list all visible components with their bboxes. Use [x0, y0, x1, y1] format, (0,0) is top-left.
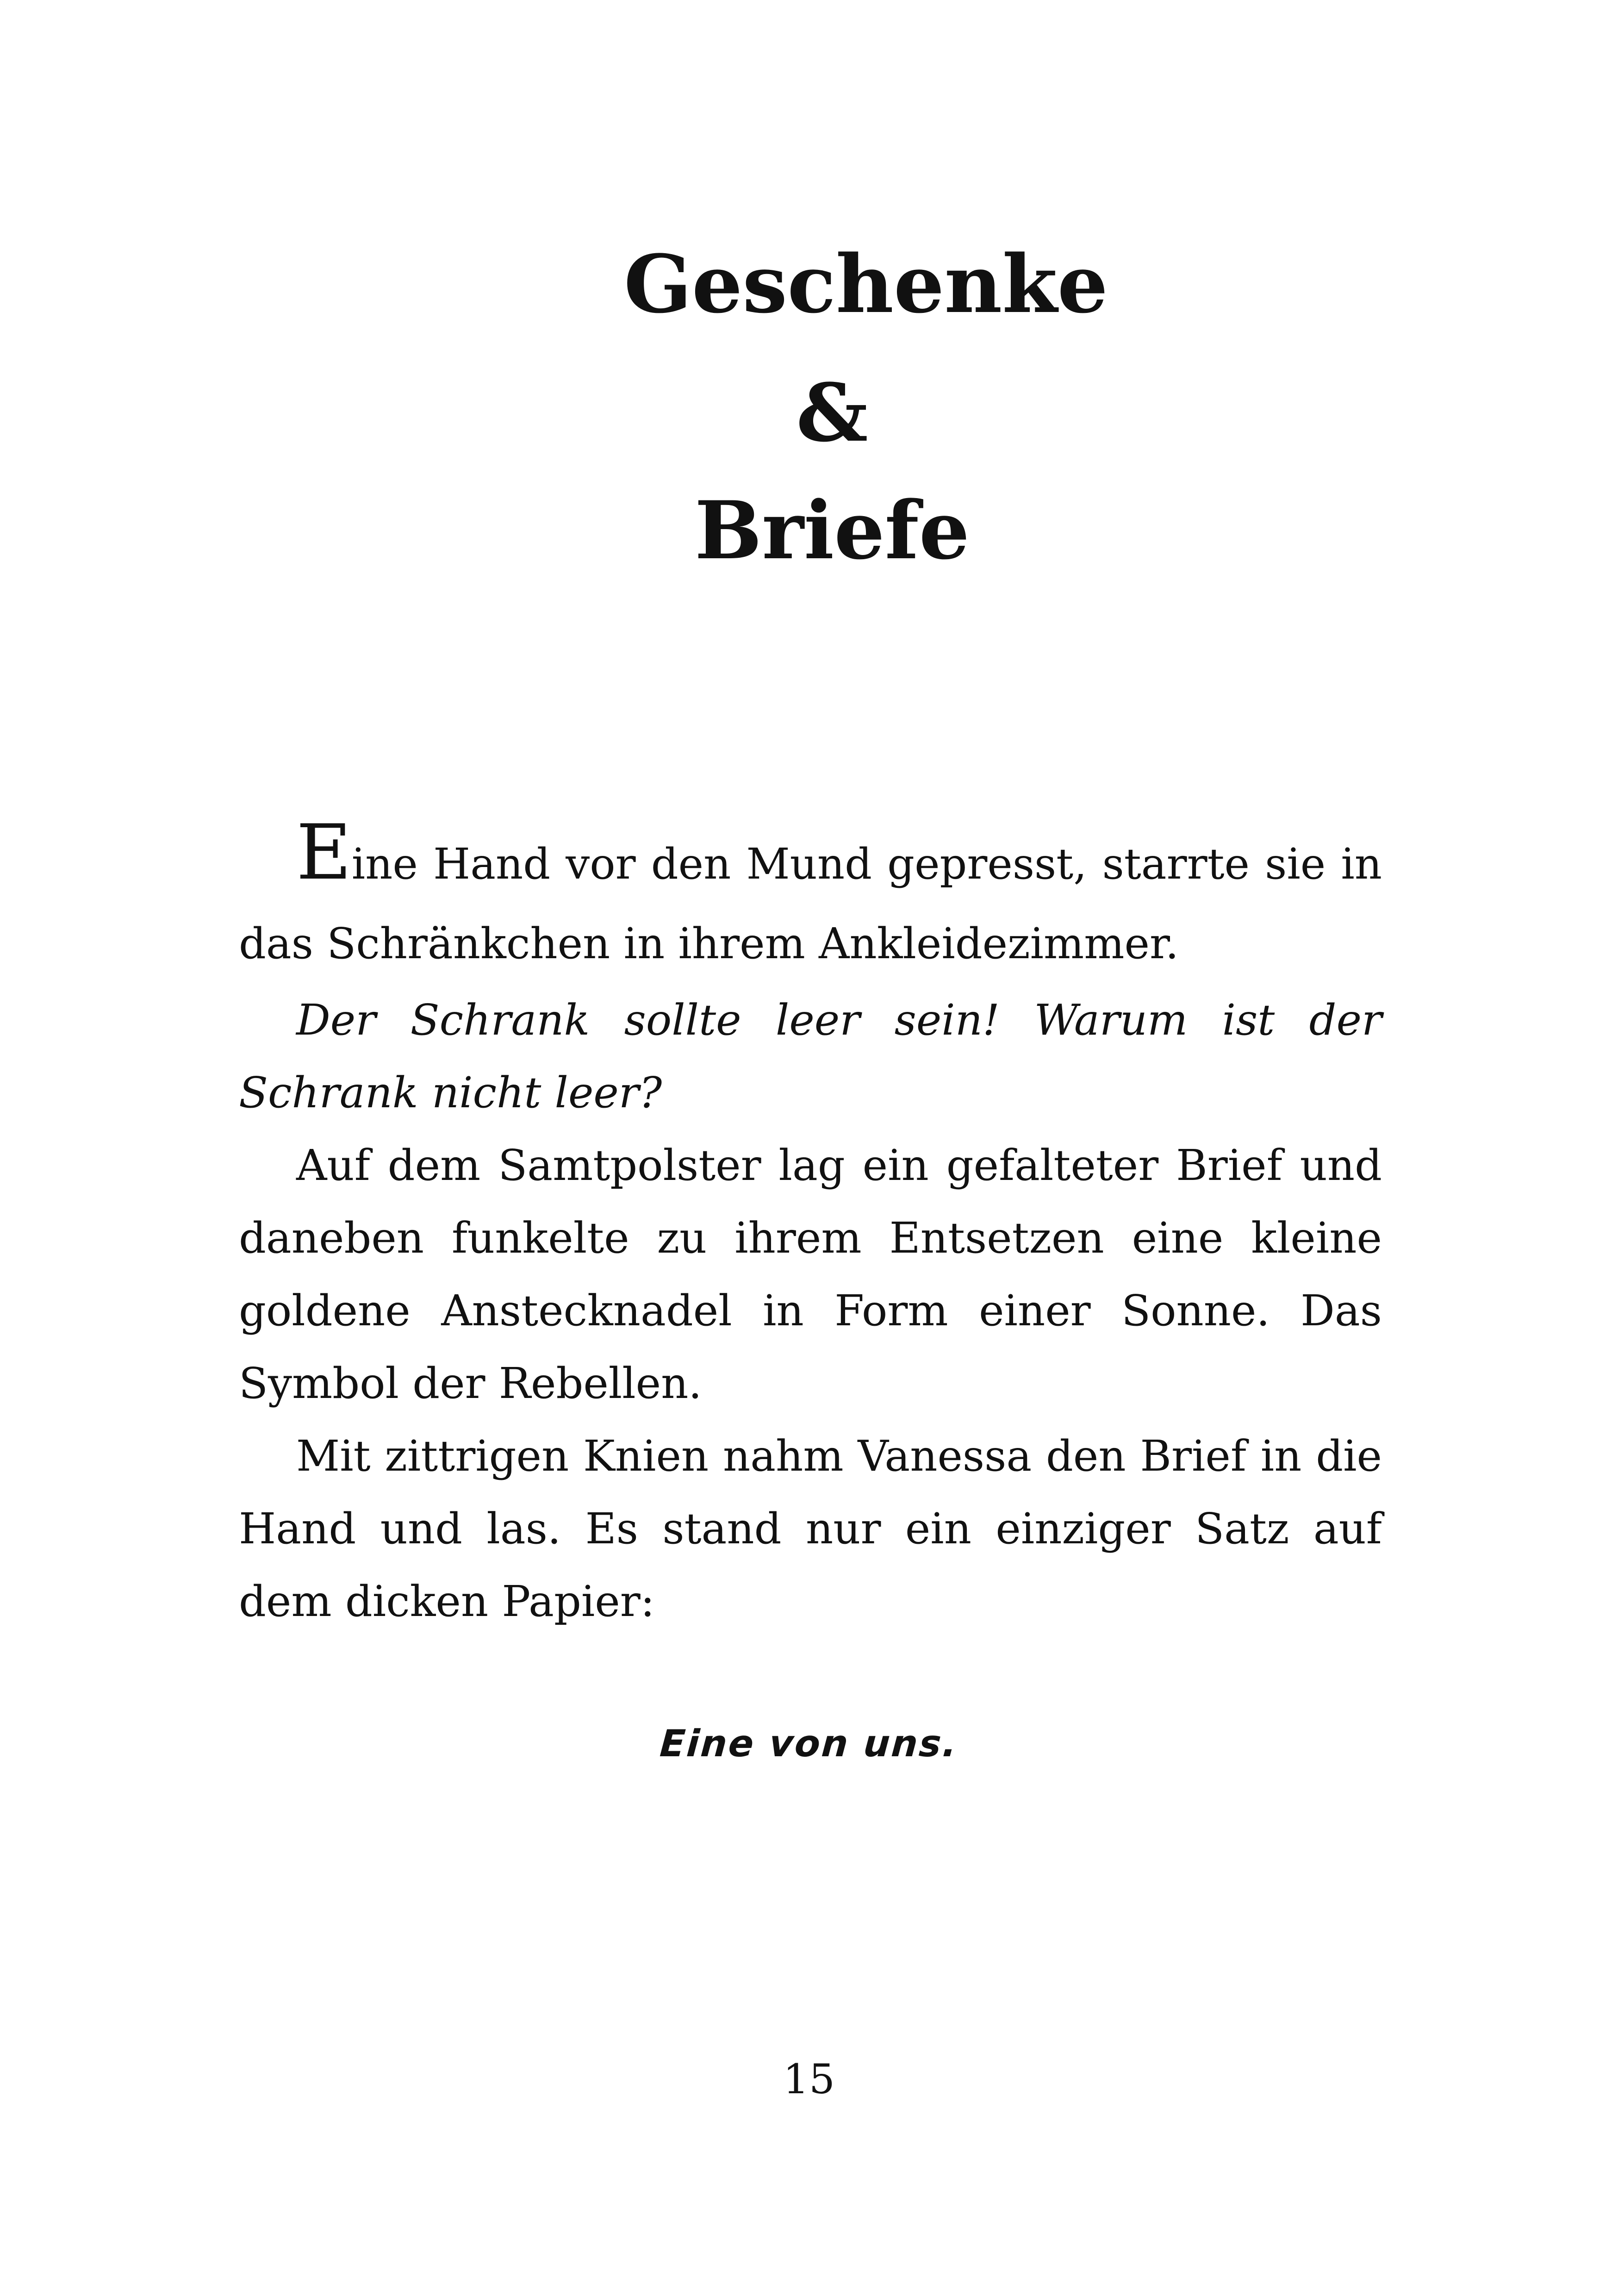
handwritten-letter-text: Eine von uns.	[658, 1722, 960, 1765]
paragraph-1	[239, 808, 1382, 984]
chapter-title-ampersand: &	[796, 366, 868, 460]
paragraph-3: Auf dem Samtpolster lag ein gefalteter Brief und daneben funkelte zu ihrem Entsetzen eine kleine goldene Anstecknadel in Form einer Sonne. Das Symbol der Rebellen.	[239, 1141, 1382, 1408]
chapter-title-line-1: Geschenke	[624, 237, 1108, 331]
paragraph-4: Mit zittrigen Knien nahm Vanessa den Brief in die Hand und las. Es stand nur ein einziger Satz auf dem dicken Papier:	[239, 1431, 1382, 1626]
paragraph-1-text: ine Hand vor den Mund gepresst, starrte sie in das Schränkchen in ihrem Ankleidezimmer.	[239, 839, 1382, 968]
paragraph-2-thought: Der Schrank sollte leer sein! Warum ist der Schrank nicht leer?	[239, 995, 1382, 1117]
chapter-body	[239, 808, 1382, 1638]
page-number: 15	[783, 2055, 835, 2103]
drop-cap: E	[296, 808, 352, 897]
chapter-title-line-3: Briefe	[694, 483, 970, 577]
